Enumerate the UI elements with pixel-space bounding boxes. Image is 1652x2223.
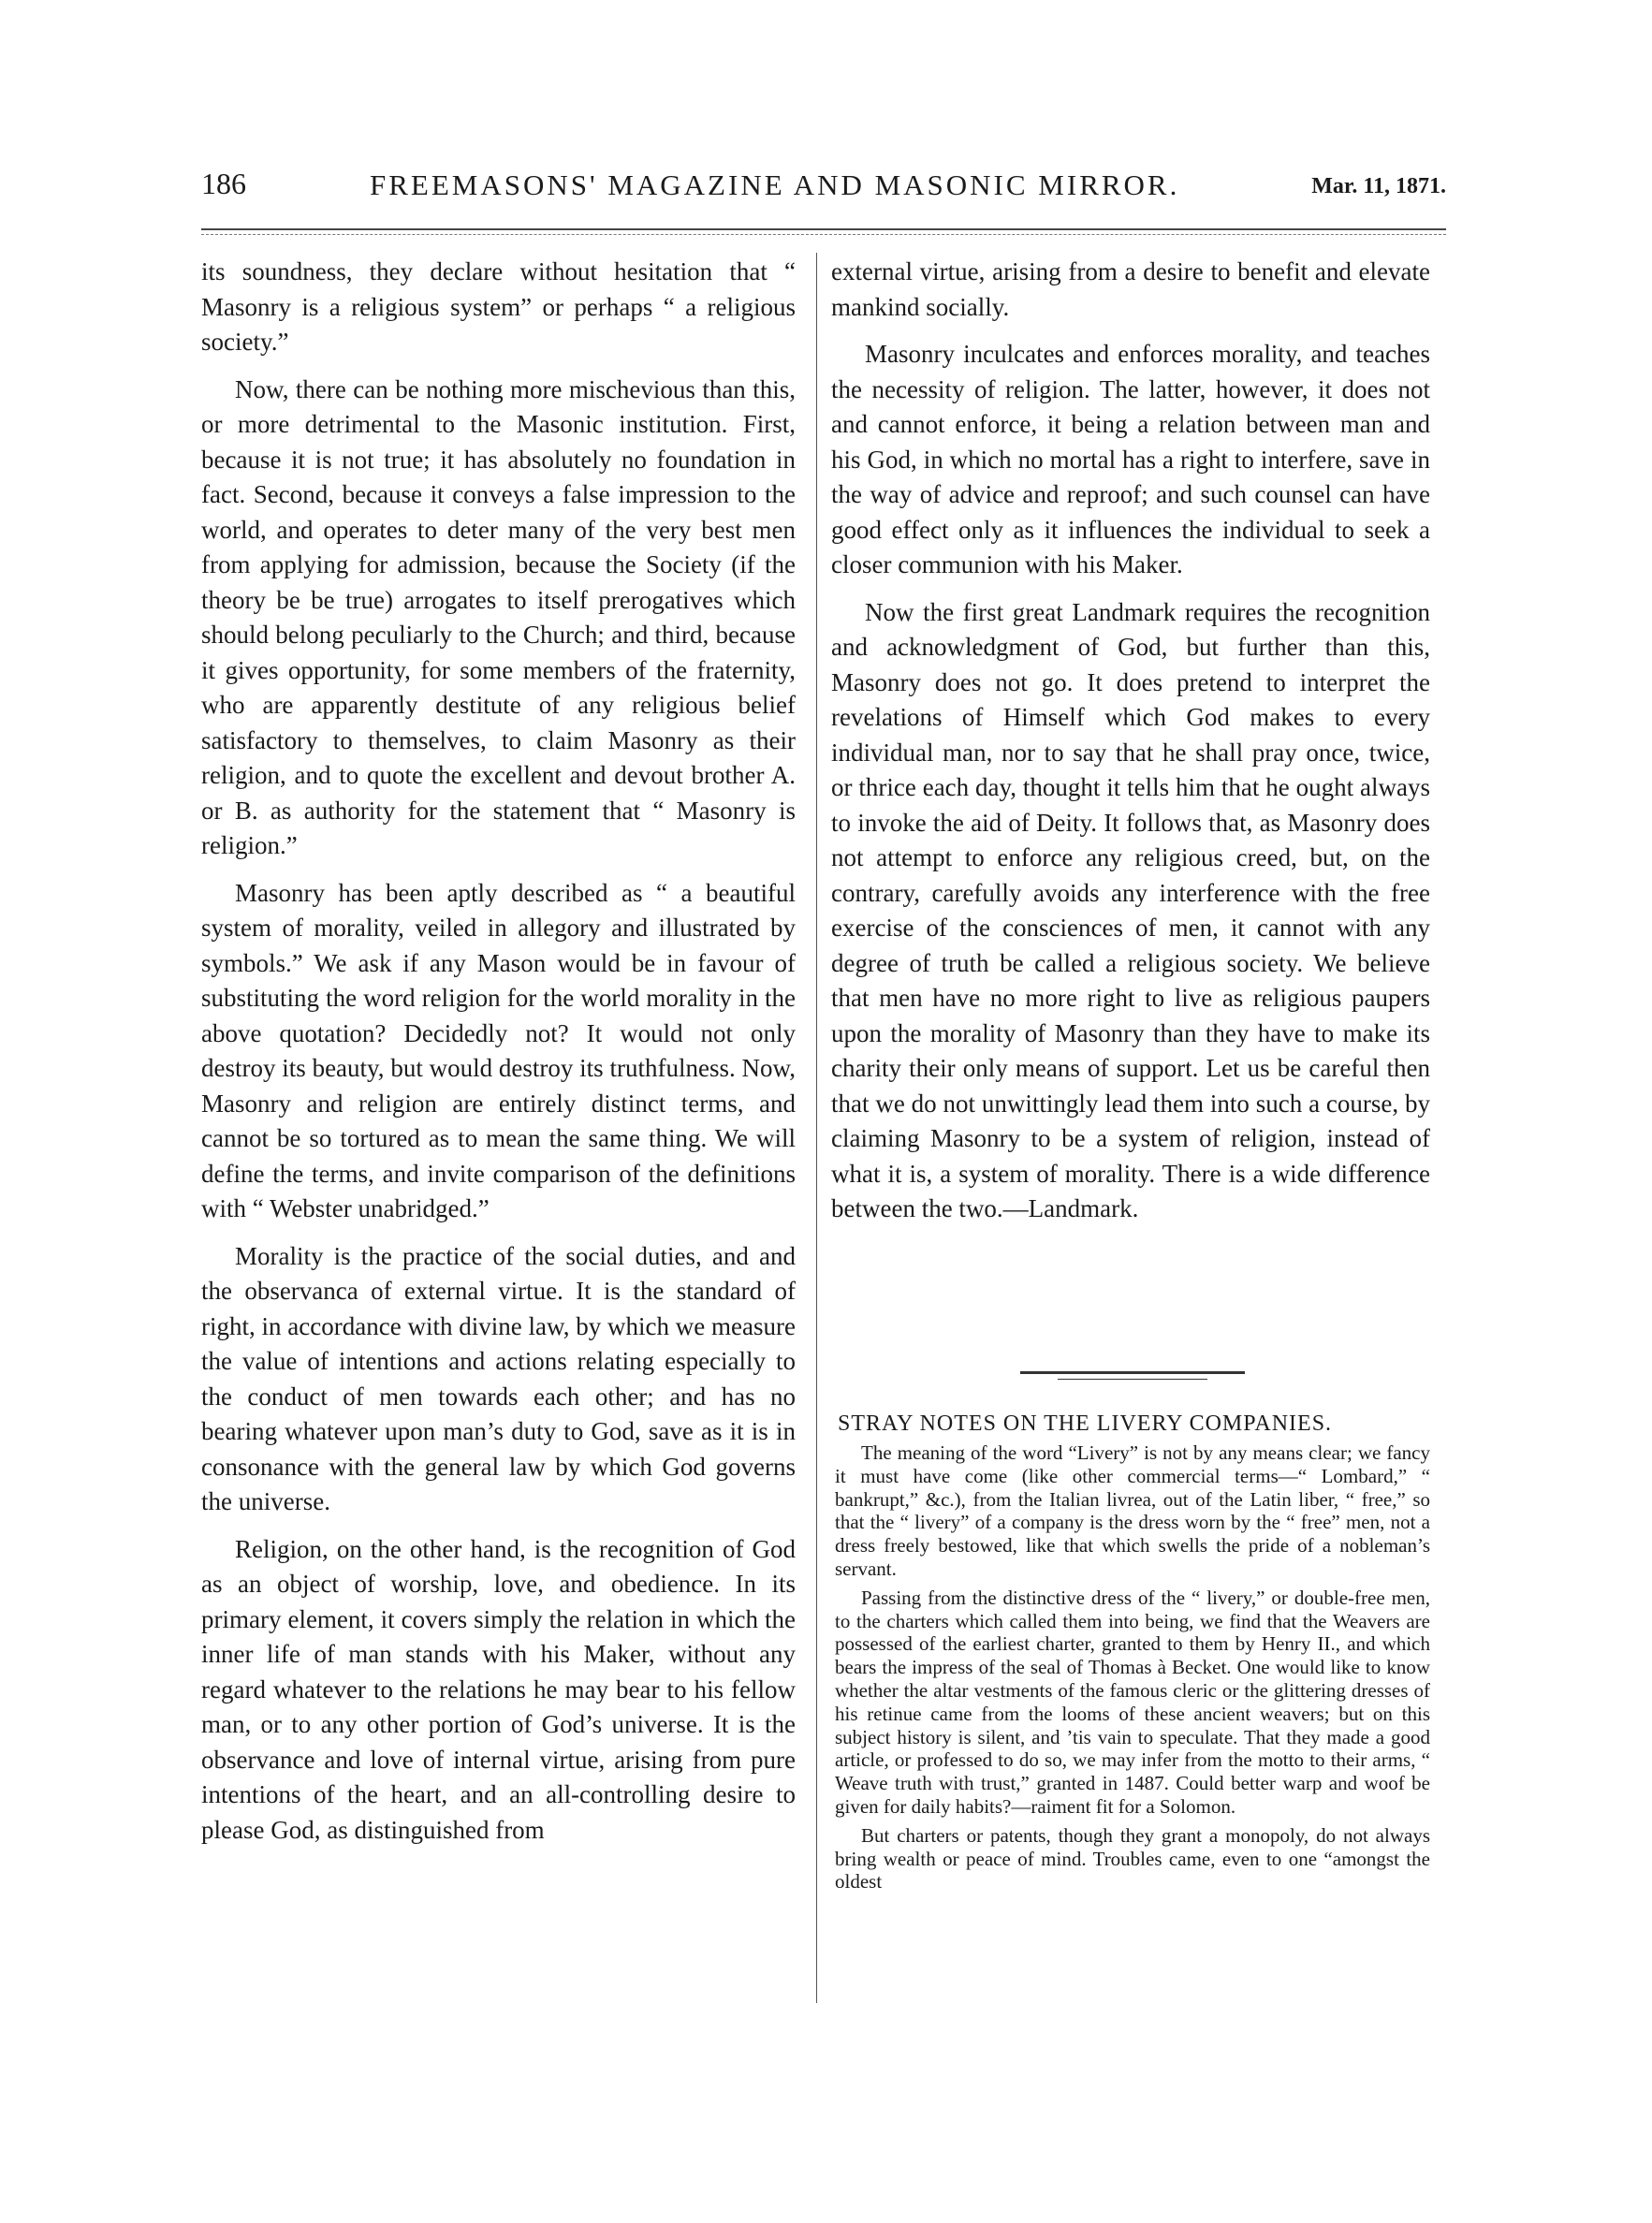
paragraph: Now, there can be nothing more mischevious than this, or more detrimental to the Masonic institution. First, because it is not true; it has absolutely no foundation in fact. Second, because it conveys a false impression to the world, and operates to deter many of the very best men from applying for admission, because the Society (if the theory be be true) arrogates to itself prerogatives which should belong peculiarly to the Church; and third, because it gives opportunity, for some members of the fraternity, who are apparently destitute of any religious belief satisfactory to themselves, to claim Masonry as their religion, and to quote the excellent and devout brother A. or B. as authority for the statement that “ Masonry is religion.” xyxy=(201,374,796,859)
paragraph: its soundness, they declare without hesitation that “ Masonry is a religious system” or perhaps “ a religious society.” xyxy=(201,257,796,356)
paragraph: Morality is the practice of the social duties, and and the observanca of external virtue. It is the standard of right, in accordance with divine law, by which we measure the value of intentions and actions relating especially to the conduct of men towards each other; and has no bearing whatever upon man’s duty to God, save as it is in consonance with the general law by which God governs the universe. xyxy=(201,1241,796,1515)
header-rule xyxy=(201,228,1446,230)
livery-article xyxy=(835,1441,1430,1899)
paragraph: Masonry inculcates and enforces morality, and teaches the necessity of religion. The latter, however, it does not and cannot enforce, it being a relation between man and his God, in which no mortal has a right to interfere, save in the way of advice and reproof; and such counsel can have good effect only as it influences the individual to seek a closer communion with his Maker. xyxy=(831,340,1430,578)
right-column xyxy=(831,255,1430,1239)
left-column xyxy=(201,255,796,1860)
paragraph: The meaning of the word “Livery” is not by any means clear; we fancy it must have come (like other commercial terms—“ Lombard,” “ bankrupt,” &c.), from the Italian livrea, out of the Latin liber, “ free,” so that the “ livery” of a company is the dress worn by the “ free” men, not a dress freely bestowed, like that which swells the pride of a nobleman’s servant. xyxy=(835,1441,1430,1580)
page-number: 186 xyxy=(201,167,246,200)
paragraph: But charters or patents, though they grant a monopoly, do not always bring wealth or peace of mind. Troubles came, even to one “amongst the oldest xyxy=(835,1823,1430,1894)
column-divider xyxy=(816,253,817,2003)
paragraph: Now the first great Landmark requires the recognition and acknowledgment of God, but further than this, Masonry does not go. It does pretend to interpret the revelations of Himself which God makes to every individual man, nor to say that he shall pray once, twice, or thrice each day, thought it tells him that he ought always to invoke the aid of Deity. It follows that, as Masonry does not attempt to enforce any religious creed, but, on the contrary, carefully avoids any interference with the free exercise of the consciences of men, it cannot with any degree of truth be called a religious society. We believe that men have no more right to live as religious paupers upon the morality of Masonry than they have to make its charity their only means of support. Let us be careful then that we do not unwittingly lead them into such a course, by claiming Masonry to be a system of religion, instead of what it is, a system of morality. There is a wide difference between the two.—Landmark. xyxy=(831,597,1430,1222)
page-header xyxy=(201,167,1446,213)
section-title: STRAY NOTES ON THE LIVERY COMPANIES. xyxy=(838,1411,1333,1436)
issue-date: Mar. 11, 1871. xyxy=(1311,174,1446,198)
paragraph: external virtue, arising from a desire to benefit and elevate mankind socially. xyxy=(831,257,1430,321)
paragraph: Masonry has been aptly described as “ a beautiful system of morality, veiled in allegory and illustrated by symbols.” We ask if any Mason would be in favour of substituting the word religion for the world morality in the above quotation? Decidedly not? It would not only destroy its beauty, but would destroy its truthfulness. Now, Masonry and religion are entirely distinct terms, and cannot be so tortured as to mean the same thing. We will define the terms, and invite comparison of the definitions with “ Webster unabridged.” xyxy=(201,878,796,1222)
paragraph: Passing from the distinctive dress of the “ livery,” or double-free men, to the charters which called them into being, we find that the Weavers are possessed of the earliest charter, granted to them by Henry II., and which bears the impress of the seal of Thomas à Becket. One would like to know whether the altar vestments of the famous cleric or the glittering dresses of his retinue came from the looms of these ancient weavers; but on this subject history is silent, and ’tis vain to speculate. That they made a good article, or professed to do so, we may infer from the motto to their arms, “ Weave truth with trust,” granted in 1487. Could better warp and woof be given for daily habits?—raiment fit for a Solomon. xyxy=(835,1586,1430,1818)
section-separator xyxy=(1020,1371,1245,1384)
header-rule-dashed xyxy=(201,234,1446,235)
running-title: FREEMASONS' MAGAZINE AND MASONIC MIRROR. xyxy=(370,168,1180,201)
paragraph: Religion, on the other hand, is the recognition of God as an object of worship, love, and obedience. In its primary element, it covers simply the relation in which the inner life of man stands with his Maker, without any regard whatever to the relations he may bear to his fellow man, or to any other portion of God’s universe. It is the observance and love of internal virtue, arising from pure intentions of the heart, and an all-controlling desire to please God, as distinguished from xyxy=(201,1534,796,1844)
